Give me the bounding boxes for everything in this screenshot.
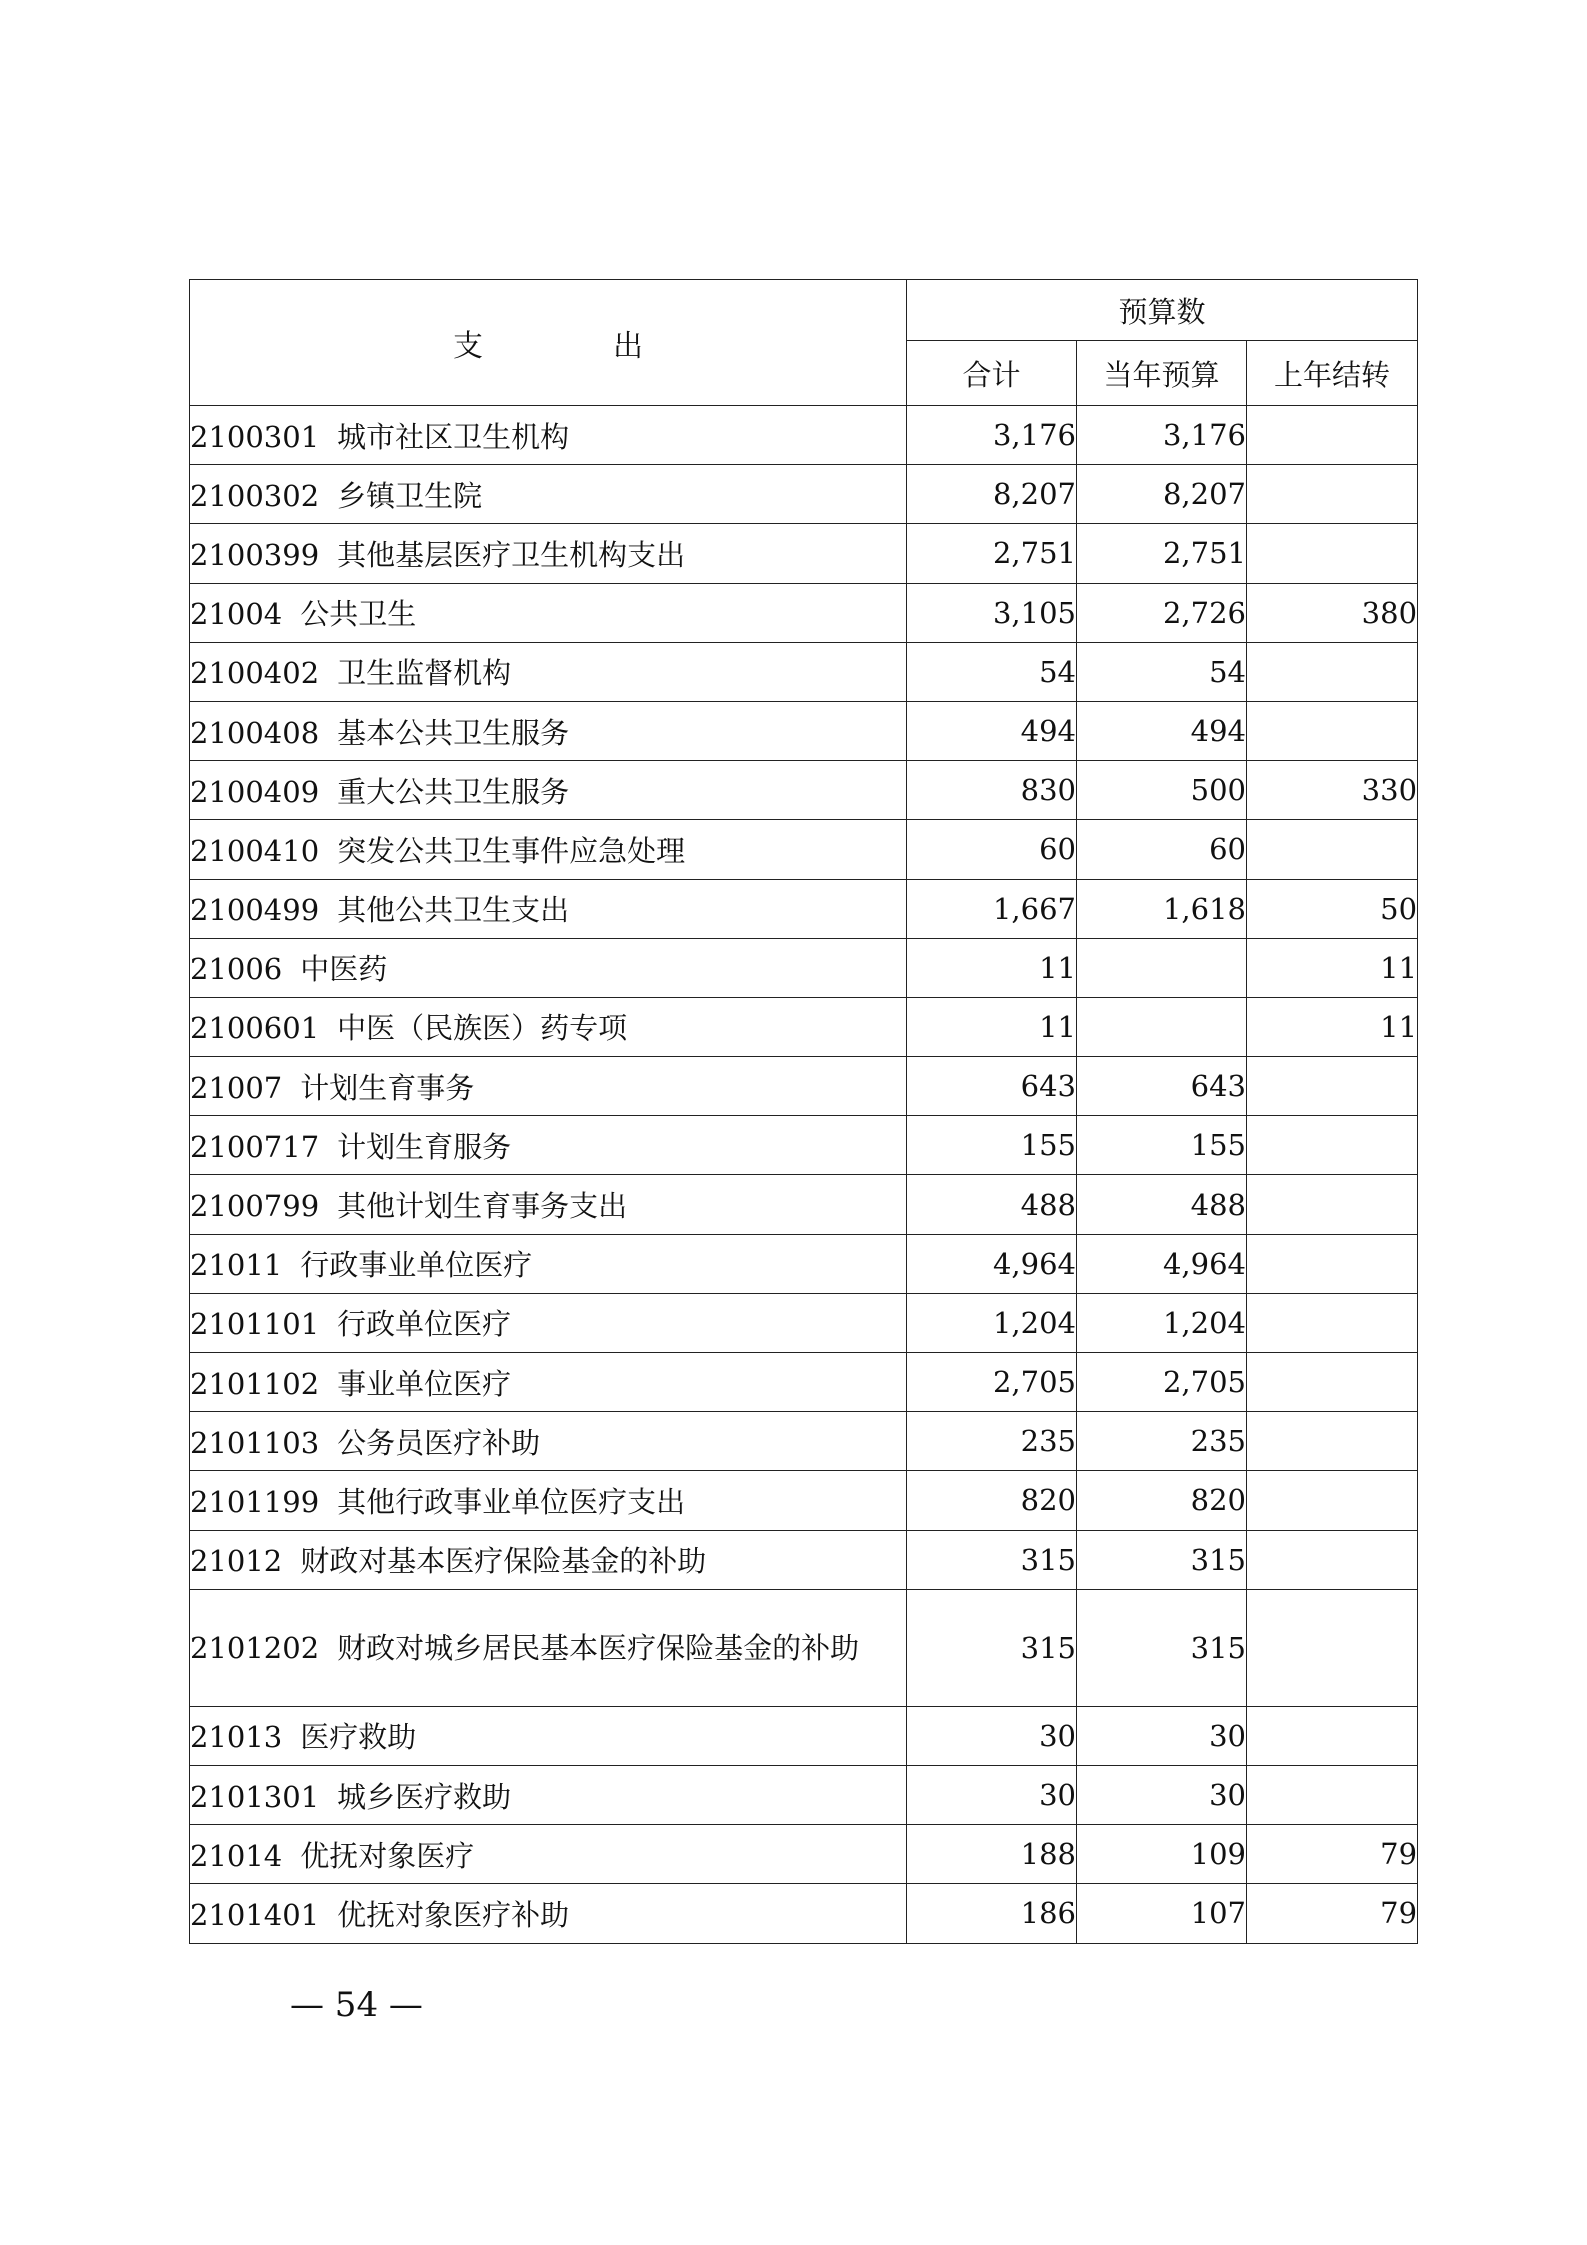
current-year-cell: 2,726 bbox=[1077, 583, 1247, 642]
total-cell: 2,751 bbox=[907, 524, 1077, 583]
item-cell bbox=[190, 1293, 907, 1352]
item-name: 计划生育事务 bbox=[300, 1070, 475, 1105]
carryover-cell bbox=[1247, 642, 1418, 701]
table-row bbox=[190, 1706, 1418, 1765]
carryover-cell bbox=[1247, 524, 1418, 583]
item-name: 公共卫生 bbox=[300, 597, 417, 632]
item-name: 事业单位医疗 bbox=[337, 1366, 512, 1401]
item-code: 2101199 bbox=[190, 1484, 320, 1519]
current-year-cell: 1,618 bbox=[1077, 879, 1247, 938]
table-row bbox=[190, 938, 1418, 997]
table-row bbox=[190, 1530, 1418, 1589]
table-row bbox=[190, 524, 1418, 583]
item-code: 2100499 bbox=[190, 893, 320, 928]
item-code: 2101202 bbox=[190, 1630, 320, 1665]
total-cell: 11 bbox=[907, 938, 1077, 997]
item-cell bbox=[190, 701, 907, 760]
total-cell: 3,176 bbox=[907, 406, 1077, 465]
item-code: 2100409 bbox=[190, 774, 320, 809]
item-cell bbox=[190, 1057, 907, 1116]
carryover-cell bbox=[1247, 1530, 1418, 1589]
table-row bbox=[190, 761, 1418, 820]
item-name: 重大公共卫生服务 bbox=[337, 774, 570, 809]
item-code: 2100302 bbox=[190, 478, 320, 513]
item-cell bbox=[190, 524, 907, 583]
item-code: 2100717 bbox=[190, 1129, 320, 1164]
current-year-cell bbox=[1077, 938, 1247, 997]
current-year-cell: 494 bbox=[1077, 701, 1247, 760]
current-year-cell: 30 bbox=[1077, 1706, 1247, 1765]
item-code: 2100601 bbox=[190, 1011, 320, 1046]
table-row bbox=[190, 1175, 1418, 1234]
table-row bbox=[190, 406, 1418, 465]
current-year-cell: 4,964 bbox=[1077, 1234, 1247, 1293]
total-cell: 1,204 bbox=[907, 1293, 1077, 1352]
total-cell: 488 bbox=[907, 1175, 1077, 1234]
table-row bbox=[190, 583, 1418, 642]
item-cell bbox=[190, 642, 907, 701]
table-row bbox=[190, 820, 1418, 879]
total-cell: 3,105 bbox=[907, 583, 1077, 642]
item-code: 2101301 bbox=[190, 1779, 320, 1814]
total-column-header: 合计 bbox=[907, 341, 1077, 406]
current-year-cell: 820 bbox=[1077, 1471, 1247, 1530]
current-year-cell: 315 bbox=[1077, 1589, 1247, 1706]
table-row bbox=[190, 1293, 1418, 1352]
expense-header-char-1: 支 bbox=[453, 328, 483, 364]
item-name: 其他行政事业单位医疗支出 bbox=[337, 1484, 686, 1519]
total-cell: 494 bbox=[907, 701, 1077, 760]
current-year-cell: 54 bbox=[1077, 642, 1247, 701]
item-code: 2100799 bbox=[190, 1189, 320, 1224]
item-cell bbox=[190, 820, 907, 879]
table-body bbox=[190, 406, 1418, 1944]
current-year-cell: 235 bbox=[1077, 1412, 1247, 1471]
item-name: 医疗救助 bbox=[300, 1720, 417, 1755]
current-year-cell: 500 bbox=[1077, 761, 1247, 820]
item-code: 2101101 bbox=[190, 1307, 320, 1342]
carryover-cell bbox=[1247, 1471, 1418, 1530]
table-row bbox=[190, 1471, 1418, 1530]
item-name: 乡镇卫生院 bbox=[337, 478, 483, 513]
current-year-cell: 3,176 bbox=[1077, 406, 1247, 465]
carryover-cell bbox=[1247, 1057, 1418, 1116]
table-row bbox=[190, 1353, 1418, 1412]
item-code: 2100399 bbox=[190, 537, 320, 572]
current-year-cell: 60 bbox=[1077, 820, 1247, 879]
total-cell: 11 bbox=[907, 997, 1077, 1056]
carryover-cell bbox=[1247, 1765, 1418, 1824]
expense-header bbox=[190, 280, 907, 406]
table-row bbox=[190, 1884, 1418, 1943]
table-row bbox=[190, 1234, 1418, 1293]
item-code: 2101102 bbox=[190, 1366, 320, 1401]
carryover-cell bbox=[1247, 1589, 1418, 1706]
item-name: 财政对基本医疗保险基金的补助 bbox=[300, 1544, 707, 1579]
item-code: 21011 bbox=[190, 1248, 283, 1283]
item-code: 2101103 bbox=[190, 1425, 320, 1460]
current-year-cell: 8,207 bbox=[1077, 465, 1247, 524]
item-name: 基本公共卫生服务 bbox=[337, 715, 570, 750]
page-number: — 54 — bbox=[290, 1985, 423, 2025]
item-cell bbox=[190, 465, 907, 524]
total-cell: 54 bbox=[907, 642, 1077, 701]
current-year-cell: 2,705 bbox=[1077, 1353, 1247, 1412]
carryover-cell bbox=[1247, 1412, 1418, 1471]
carryover-cell bbox=[1247, 465, 1418, 524]
item-cell bbox=[190, 1706, 907, 1765]
item-name: 城乡医疗救助 bbox=[337, 1779, 512, 1814]
carryover-cell: 79 bbox=[1247, 1825, 1418, 1884]
total-cell: 2,705 bbox=[907, 1353, 1077, 1412]
carryover-cell: 330 bbox=[1247, 761, 1418, 820]
item-name: 公务员医疗补助 bbox=[337, 1425, 541, 1460]
item-cell bbox=[190, 583, 907, 642]
table-row bbox=[190, 642, 1418, 701]
item-name: 其他计划生育事务支出 bbox=[337, 1189, 628, 1224]
item-cell bbox=[190, 406, 907, 465]
item-code: 2101401 bbox=[190, 1897, 320, 1932]
item-name: 其他公共卫生支出 bbox=[337, 893, 570, 928]
item-name: 中医（民族医）药专项 bbox=[337, 1011, 628, 1046]
item-code: 21014 bbox=[190, 1838, 283, 1873]
item-code: 21006 bbox=[190, 952, 283, 987]
table-row bbox=[190, 1116, 1418, 1175]
item-cell bbox=[190, 1353, 907, 1412]
item-cell bbox=[190, 1825, 907, 1884]
item-code: 21007 bbox=[190, 1070, 283, 1105]
total-cell: 315 bbox=[907, 1530, 1077, 1589]
item-name: 计划生育服务 bbox=[337, 1129, 512, 1164]
table-row bbox=[190, 1765, 1418, 1824]
item-name: 财政对城乡居民基本医疗保险基金的补助 bbox=[337, 1630, 860, 1665]
carryover-cell: 11 bbox=[1247, 997, 1418, 1056]
total-cell: 30 bbox=[907, 1706, 1077, 1765]
table-row bbox=[190, 1825, 1418, 1884]
budget-table bbox=[189, 279, 1418, 1944]
total-cell: 186 bbox=[907, 1884, 1077, 1943]
item-name: 城市社区卫生机构 bbox=[337, 419, 570, 454]
total-cell: 60 bbox=[907, 820, 1077, 879]
carryover-cell: 50 bbox=[1247, 879, 1418, 938]
total-cell: 315 bbox=[907, 1589, 1077, 1706]
carryover-cell bbox=[1247, 1234, 1418, 1293]
total-cell: 235 bbox=[907, 1412, 1077, 1471]
item-code: 2100408 bbox=[190, 715, 320, 750]
item-code: 21013 bbox=[190, 1720, 283, 1755]
current-year-cell: 488 bbox=[1077, 1175, 1247, 1234]
item-code: 2100402 bbox=[190, 656, 320, 691]
table-row bbox=[190, 701, 1418, 760]
total-cell: 30 bbox=[907, 1765, 1077, 1824]
item-cell bbox=[190, 1884, 907, 1943]
current-year-column-header: 当年预算 bbox=[1077, 341, 1247, 406]
item-cell bbox=[190, 1175, 907, 1234]
table-row bbox=[190, 1412, 1418, 1471]
table-row bbox=[190, 879, 1418, 938]
item-cell bbox=[190, 997, 907, 1056]
item-cell bbox=[190, 1471, 907, 1530]
item-name: 突发公共卫生事件应急处理 bbox=[337, 833, 686, 868]
current-year-cell: 1,204 bbox=[1077, 1293, 1247, 1352]
carryover-cell bbox=[1247, 406, 1418, 465]
item-name: 中医药 bbox=[300, 952, 388, 987]
current-year-cell: 2,751 bbox=[1077, 524, 1247, 583]
table-row bbox=[190, 465, 1418, 524]
carryover-cell bbox=[1247, 701, 1418, 760]
table-row bbox=[190, 997, 1418, 1056]
carryover-cell bbox=[1247, 1706, 1418, 1765]
item-cell bbox=[190, 1765, 907, 1824]
total-cell: 643 bbox=[907, 1057, 1077, 1116]
item-cell bbox=[190, 938, 907, 997]
carryover-cell bbox=[1247, 820, 1418, 879]
current-year-cell: 30 bbox=[1077, 1765, 1247, 1824]
carryover-column-header: 上年结转 bbox=[1247, 341, 1418, 406]
item-name: 优抚对象医疗补助 bbox=[337, 1897, 570, 1932]
item-cell bbox=[190, 879, 907, 938]
item-cell bbox=[190, 761, 907, 820]
item-code: 2100410 bbox=[190, 833, 320, 868]
current-year-cell: 643 bbox=[1077, 1057, 1247, 1116]
table-row bbox=[190, 1589, 1418, 1706]
item-code: 2100301 bbox=[190, 419, 320, 454]
item-cell bbox=[190, 1116, 907, 1175]
total-cell: 4,964 bbox=[907, 1234, 1077, 1293]
item-code: 21004 bbox=[190, 597, 283, 632]
budget-header: 预算数 bbox=[907, 280, 1418, 341]
current-year-cell: 315 bbox=[1077, 1530, 1247, 1589]
item-cell bbox=[190, 1589, 907, 1706]
total-cell: 830 bbox=[907, 761, 1077, 820]
item-name: 行政事业单位医疗 bbox=[300, 1248, 533, 1283]
carryover-cell bbox=[1247, 1116, 1418, 1175]
carryover-cell bbox=[1247, 1175, 1418, 1234]
expense-header-char-2: 出 bbox=[613, 328, 643, 364]
table-row bbox=[190, 1057, 1418, 1116]
carryover-cell: 79 bbox=[1247, 1884, 1418, 1943]
item-name: 卫生监督机构 bbox=[337, 656, 512, 691]
item-code: 21012 bbox=[190, 1544, 283, 1579]
current-year-cell: 155 bbox=[1077, 1116, 1247, 1175]
current-year-cell: 107 bbox=[1077, 1884, 1247, 1943]
item-name: 行政单位医疗 bbox=[337, 1307, 512, 1342]
total-cell: 155 bbox=[907, 1116, 1077, 1175]
total-cell: 1,667 bbox=[907, 879, 1077, 938]
item-cell bbox=[190, 1530, 907, 1589]
item-name: 优抚对象医疗 bbox=[300, 1838, 475, 1873]
carryover-cell: 380 bbox=[1247, 583, 1418, 642]
total-cell: 820 bbox=[907, 1471, 1077, 1530]
current-year-cell: 109 bbox=[1077, 1825, 1247, 1884]
total-cell: 8,207 bbox=[907, 465, 1077, 524]
total-cell: 188 bbox=[907, 1825, 1077, 1884]
table-header bbox=[190, 280, 1418, 406]
carryover-cell: 11 bbox=[1247, 938, 1418, 997]
item-name: 其他基层医疗卫生机构支出 bbox=[337, 537, 686, 572]
current-year-cell bbox=[1077, 997, 1247, 1056]
carryover-cell bbox=[1247, 1353, 1418, 1412]
carryover-cell bbox=[1247, 1293, 1418, 1352]
item-cell bbox=[190, 1234, 907, 1293]
item-cell bbox=[190, 1412, 907, 1471]
